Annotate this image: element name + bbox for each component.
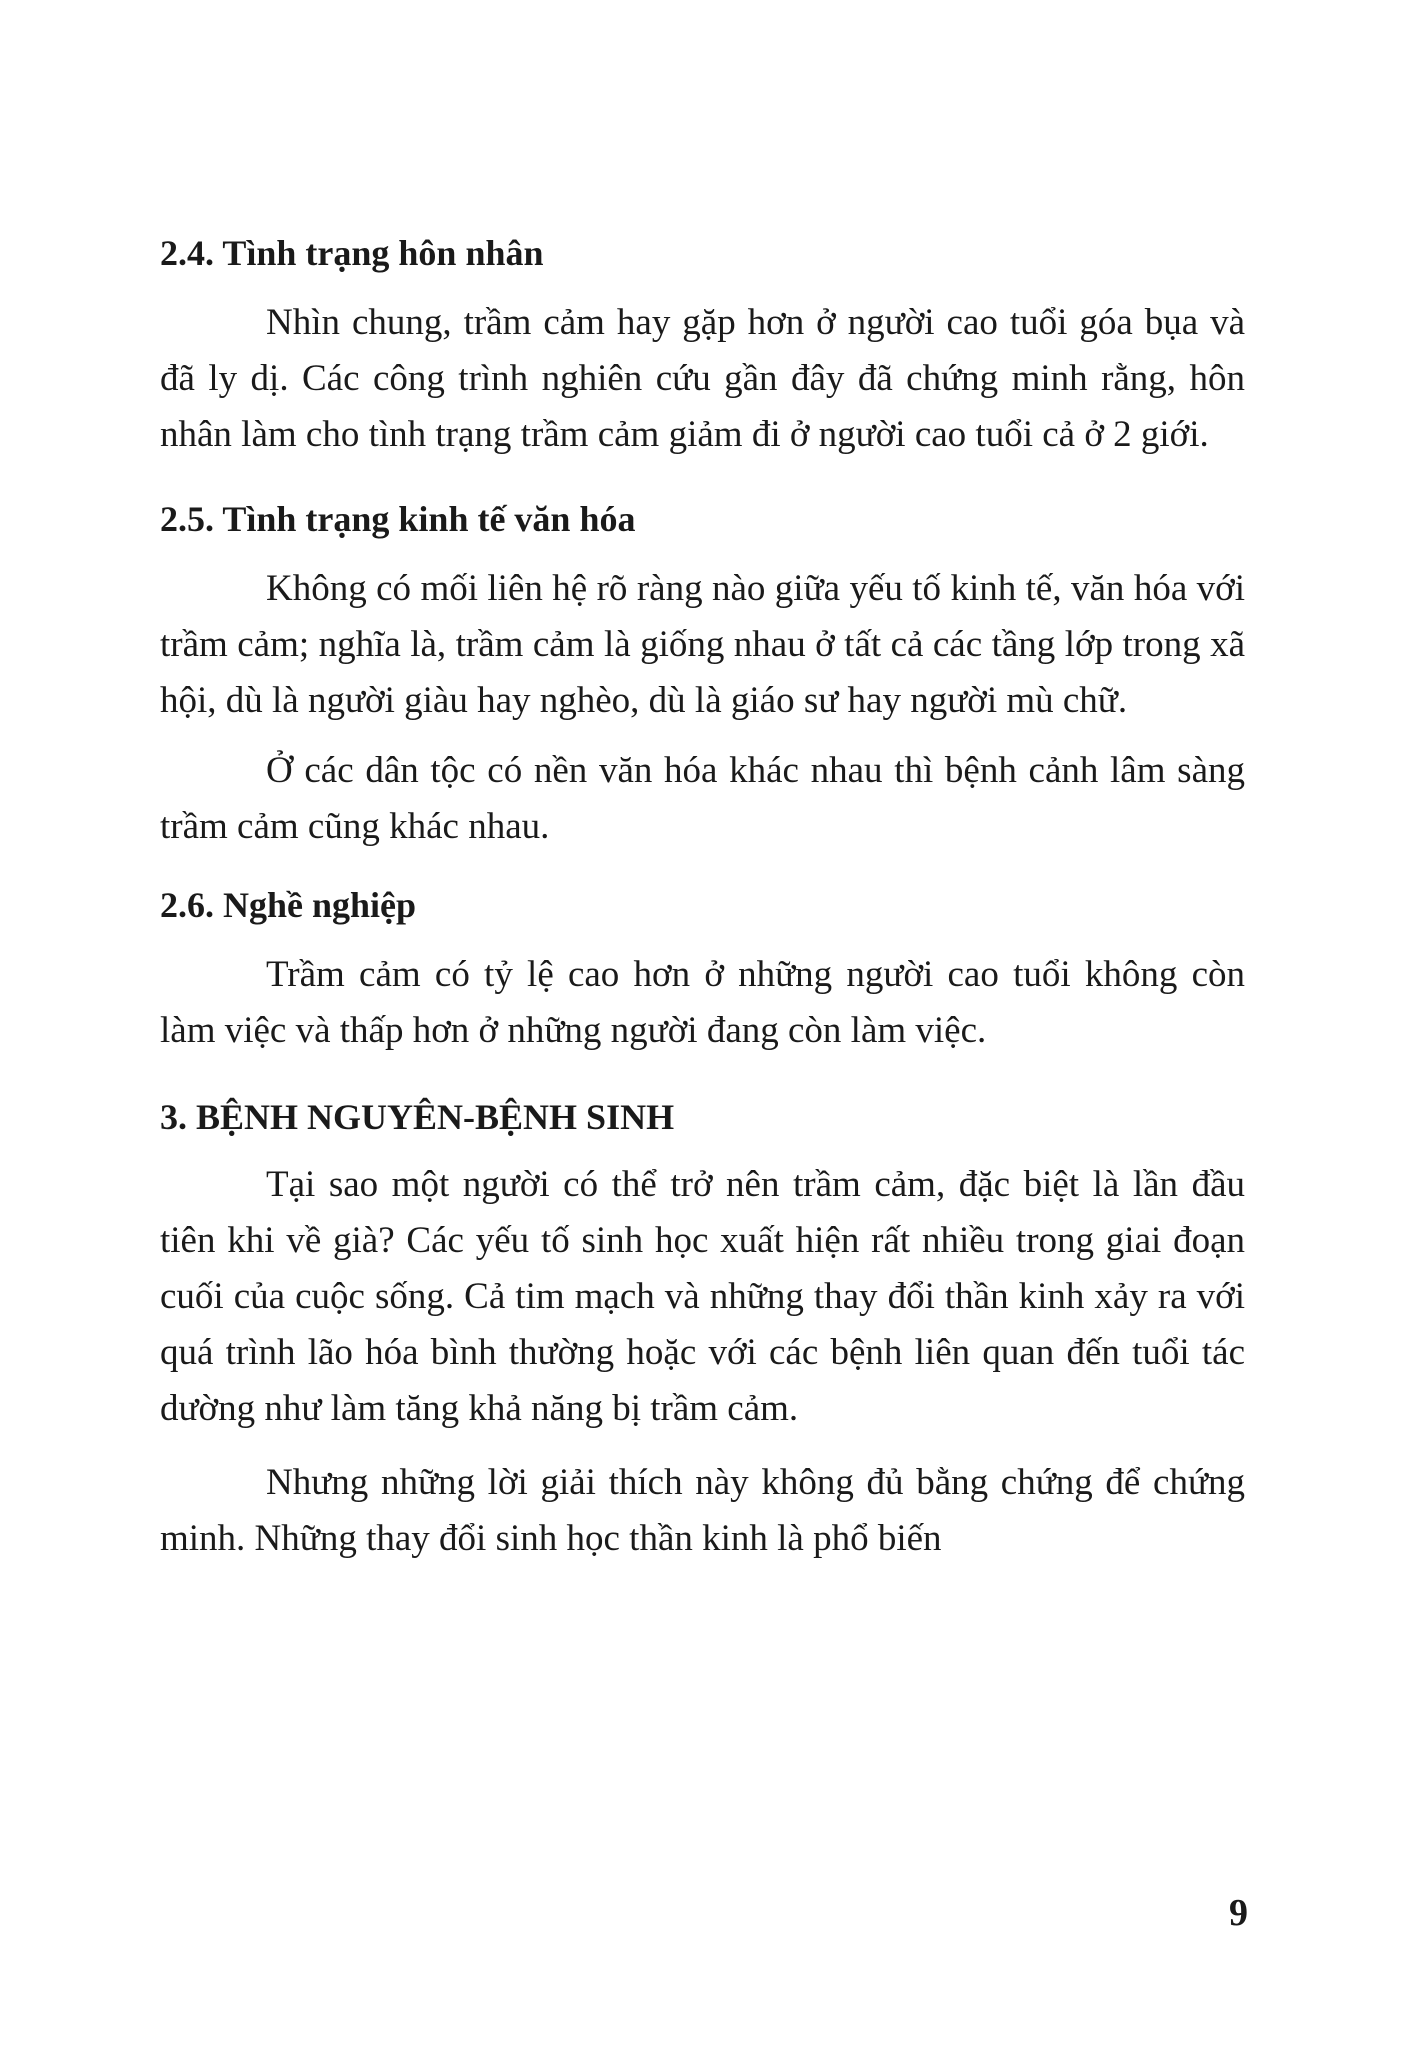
- section-heading-2-5: 2.5. Tình trạng kinh tế văn hóa: [160, 499, 636, 539]
- paragraph: Nhưng những lời giải thích này không đủ bằng chứng để chứng minh. Những thay đổi sinh học thần kinh là phổ biến: [160, 1462, 1245, 1559]
- paragraph: Trầm cảm có tỷ lệ cao hơn ở những người cao tuổi không còn làm việc và thấp hơn ở những người đang còn làm việc.: [160, 954, 1245, 1051]
- section-heading-2-6: 2.6. Nghề nghiệp: [160, 885, 417, 925]
- paragraph: Không có mối liên hệ rõ ràng nào giữa yếu tố kinh tế, văn hóa với trầm cảm; nghĩa là, trầm cảm là giống nhau ở tất cả các tầng lớp trong xã hội, dù là người giàu hay nghèo, dù là giáo sư hay người mù chữ.: [160, 568, 1245, 721]
- paragraph: Ở các dân tộc có nền văn hóa khác nhau thì bệnh cảnh lâm sàng trầm cảm cũng khác nhau.: [160, 750, 1245, 847]
- page-number: 9: [1229, 1892, 1248, 1934]
- paragraph: Nhìn chung, trầm cảm hay gặp hơn ở người cao tuổi góa bụa và đã ly dị. Các công trình nghiên cứu gần đây đã chứng minh rằng, hôn nhân làm cho tình trạng trầm cảm giảm đi ở người cao tuổi cả ở 2 giới.: [160, 302, 1245, 455]
- section-heading-3: 3. BỆNH NGUYÊN-BỆNH SINH: [160, 1097, 675, 1137]
- section-heading-2-4: 2.4. Tình trạng hôn nhân: [160, 233, 544, 273]
- paragraph: Tại sao một người có thể trở nên trầm cảm, đặc biệt là lần đầu tiên khi về già? Các yếu tố sinh học xuất hiện rất nhiều trong giai đoạn cuối của cuộc sống. Cả tim mạch và những thay đổi thần kinh xảy ra với quá trình lão hóa bình thường hoặc với các bệnh liên quan đến tuổi tác dường như làm tăng khả năng bị trầm cảm.: [160, 1164, 1245, 1429]
- page-content: [160, 225, 1245, 1567]
